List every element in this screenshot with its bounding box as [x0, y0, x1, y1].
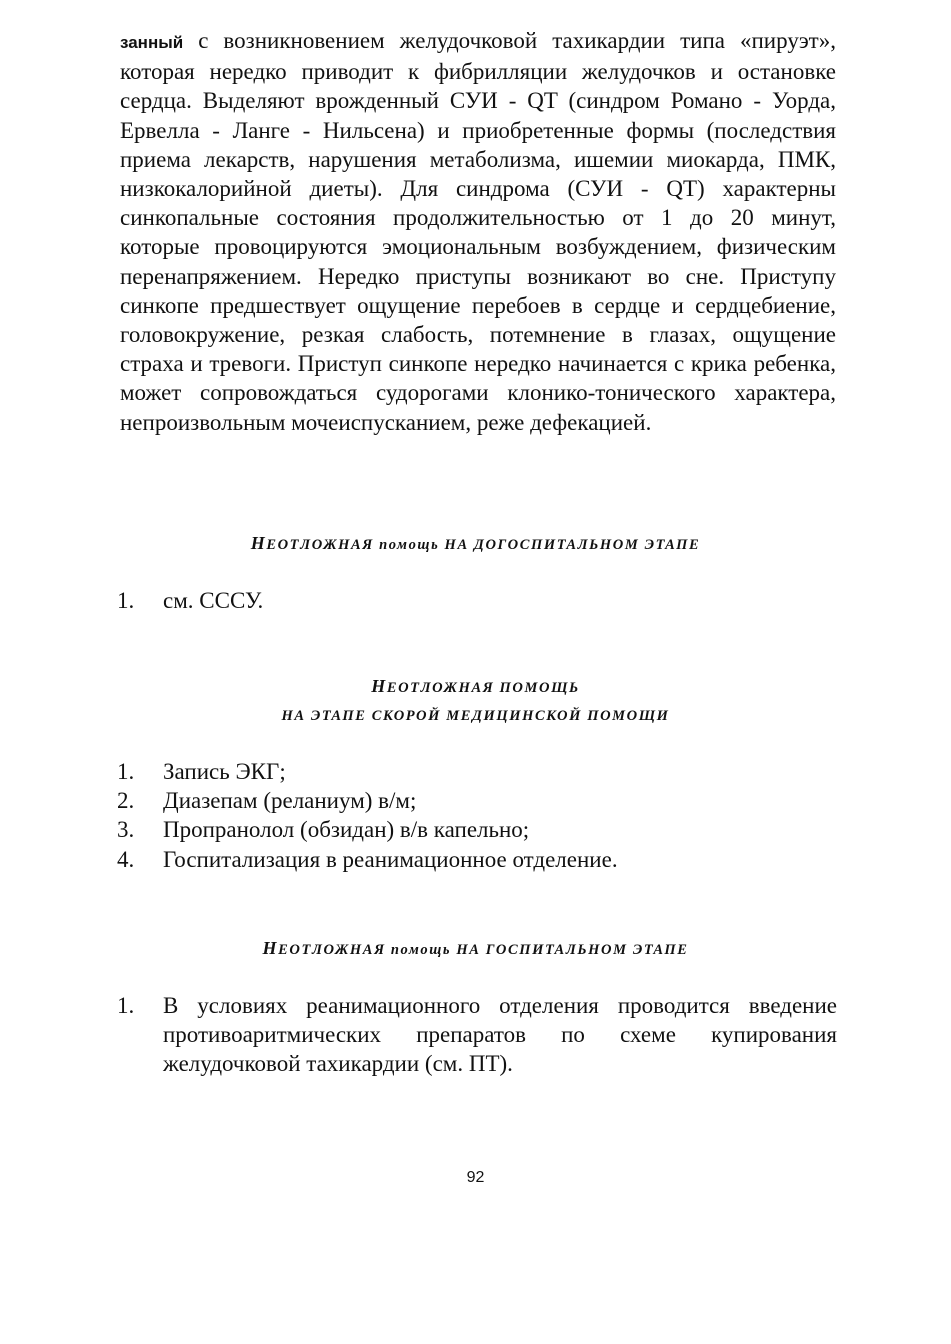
- heading-ambulance-text: ЕОТЛОЖНАЯ ПОМОЩЬ: [386, 680, 580, 696]
- list-item-text: Запись ЭКГ;: [163, 759, 286, 784]
- body-paragraph: [120, 26, 836, 437]
- list-item-text: см. СССУ.: [163, 588, 264, 613]
- page-number: 92: [466, 1169, 485, 1186]
- hospital-list: [0, 991, 951, 1079]
- ambulance-list: [0, 757, 951, 874]
- prehospital-list: [0, 586, 951, 615]
- heading-hospital-cap: Н: [262, 938, 279, 958]
- list-item-number: 4.: [117, 846, 135, 872]
- list-item-number: 1.: [117, 588, 135, 613]
- list-item-number: 1.: [117, 759, 135, 784]
- paragraph-lead-word: занный: [120, 33, 184, 52]
- heading-hospital-text: ЕОТЛОЖНАЯ помощь НА ГОСПИТАЛЬНОМ ЭТАПЕ: [278, 942, 689, 958]
- list-item-number: 1.: [117, 993, 135, 1018]
- list-item: [0, 586, 951, 615]
- heading-ambulance-line1: [0, 673, 951, 702]
- heading-prehospital: [0, 530, 951, 559]
- list-item: [0, 845, 951, 874]
- paragraph-text: с возникновением желудочковой тахикардии типа «пируэт», которая нередко приводит к фибрилляции желудочков и остановке сердца. Выделяют врожденный СУИ - QT (синдром Романо - Уорда, Ервелла - Ланге - Нильсена) и приобретенные формы (последствия приема лекарств, нарушения метаболизма, ишемии миокарда, ПМК, низкокалорийной диеты). Для синдрома (СУИ - QT) характерны синкопальные состояния продолжительностью от 1 до 20 минут, которые провоцируются эмоциональным возбуждением, физическим перенапряжением. Нередко приступы возникают во сне. Приступу синкопе предшествует ощущение перебоев в сердце и сердцебиение, головокружение, резкая слабость, потемнение в глазах, ощущение страха и тревоги. Приступ синкопе нередко начинается с крика ребенка, может сопровождаться судорогами клонико-тонического характера, непроизвольным мочеиспусканием, реже дефекацией.: [120, 28, 836, 435]
- list-item: [0, 786, 951, 815]
- heading-hospital: [0, 935, 951, 964]
- heading-ambulance-line2: НА ЭТАПЕ СКОРОЙ МЕДИЦИНСКОЙ ПОМОЩИ: [281, 708, 670, 724]
- list-item-text: Диазепам (реланиум) в/м;: [163, 788, 417, 814]
- list-item-text: Госпитализация в реанимационное отделение.: [163, 846, 618, 872]
- list-item-number: 2.: [117, 788, 135, 814]
- list-item-number: 3.: [117, 817, 135, 843]
- heading-prehospital-text: ЕОТЛОЖНАЯ помощь НА ДОГОСПИТАЛЬНОМ ЭТАПЕ: [266, 537, 701, 553]
- list-item-text: Пропранолол (обзидан) в/в капельно;: [163, 817, 530, 843]
- heading-ambulance-cap: Н: [371, 676, 387, 696]
- list-item: [0, 815, 951, 844]
- list-item-text: В условиях реанимационного отделения проводится введение противоаритмических препаратов по схеме купирования желудочковой тахикардии (см. ПТ).: [163, 993, 837, 1077]
- list-item: [0, 757, 951, 786]
- list-item: [0, 991, 951, 1079]
- heading-prehospital-cap: Н: [250, 533, 267, 553]
